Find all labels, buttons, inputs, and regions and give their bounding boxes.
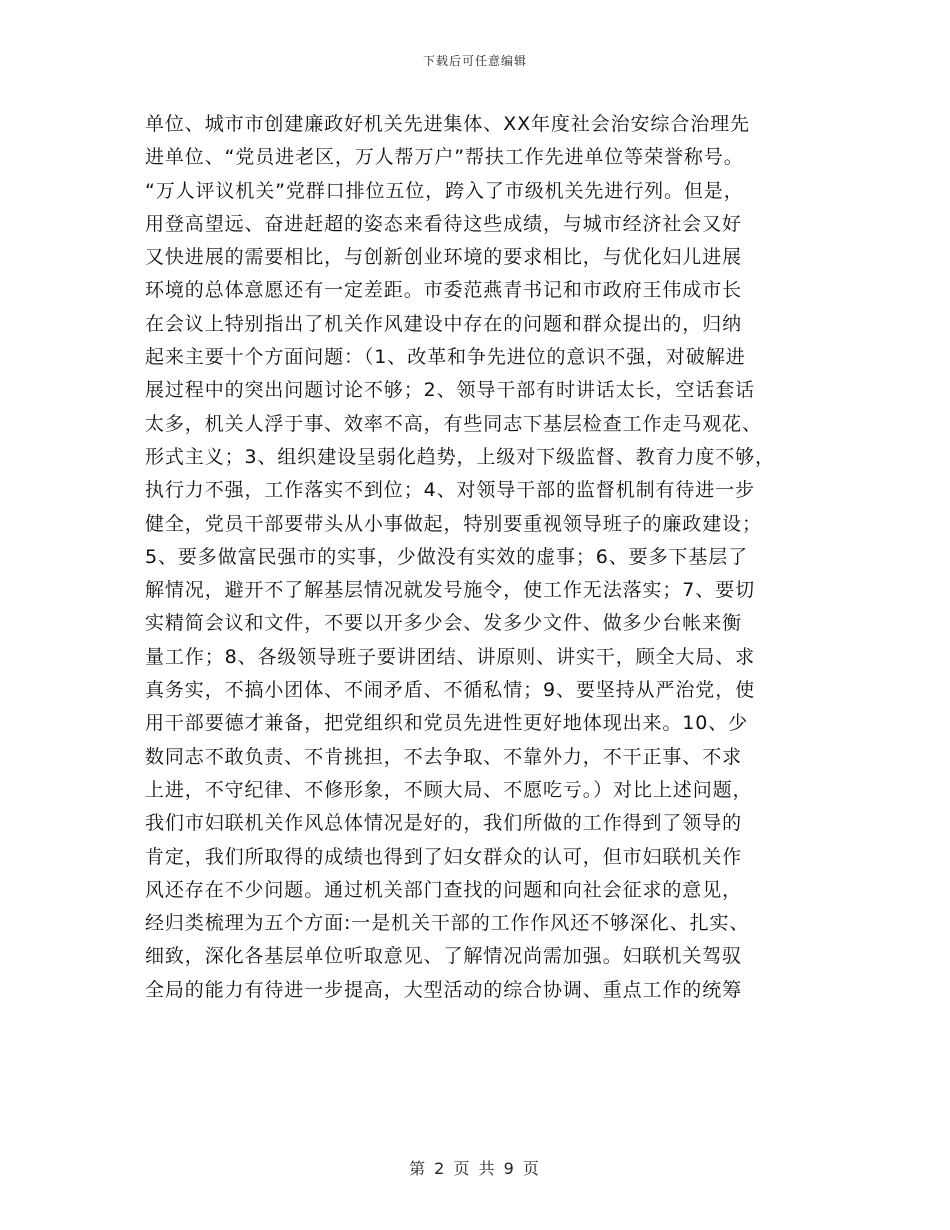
text-line: 5、要多做富民强市的实事，少做没有实效的虚事；6、要多下基层了 — [145, 545, 749, 568]
text-line: 风还存在不少问题。通过机关部门查找的问题和向社会征求的意见， — [145, 878, 743, 901]
text-line: 上进，不守纪律、不修形象，不顾大局、不愿吃亏。）对比上述问题， — [145, 778, 753, 801]
page-header: 下载后可任意编辑 — [422, 54, 527, 68]
text-line: 肯定，我们所取得的成绩也得到了妇女群众的认可，但市妇联机关作 — [145, 845, 743, 868]
text-line: 实精简会议和文件，不要以开多少会、发多少文件、做多少台帐来衡 — [145, 612, 743, 635]
text-line: “万人评议机关”党群口排位五位，跨入了市级机关先进行列。但是， — [145, 179, 744, 202]
text-line: 在会议上特别指出了机关作风建设中存在的问题和群众提出的，归纳 — [145, 312, 743, 335]
text-line: 又快进展的需要相比，与创新创业环境的要求相比，与优化妇儿进展 — [145, 246, 743, 269]
text-line: 用干部要德才兼备，把党组织和党员先进性更好地体现出来。10、少 — [145, 712, 749, 735]
text-line: 健全，党员干部要带头从小事做起，特别要重视领导班子的廉政建设； — [145, 512, 762, 535]
text-line: 细致，深化各基层单位听取意见、了解情况尚需加强。妇联机关驾驭 — [145, 945, 743, 968]
text-line: 量工作；8、各级领导班子要讲团结、讲原则、讲实干，顾全大局、求 — [145, 645, 755, 668]
text-line: 全局的能力有待进一步提高，大型活动的综合协调、重点工作的统筹 — [145, 978, 743, 1001]
text-line: 太多，机关人浮于事、效率不高，有些同志下基层检查工作走马观花、 — [145, 412, 762, 435]
text-line: 解情况，避开不了解基层情况就发号施令，使工作无法落实；7、要切 — [145, 579, 755, 602]
text-line: 数同志不敢负责、不肯挑担，不去争取、不靠外力，不干正事、不求 — [145, 745, 743, 768]
text-line: 用登高望远、奋进赶超的姿态来看待这些成绩，与城市经济社会又好 — [145, 212, 743, 235]
text-line: 形式主义；3、组织建设呈弱化趋势，上级对下级监督、教育力度不够， — [145, 445, 775, 468]
text-line: 单位、城市市创建廉政好机关先进集体、XX年度社会治安综合治理先 — [145, 113, 750, 135]
text-line: 执行力不强，工作落实不到位；4、对领导干部的监督机制有待进一步 — [145, 479, 755, 502]
text-line: 环境的总体意愿还有一定差距。市委范燕青书记和市政府王伟成市长 — [145, 279, 743, 302]
text-line: 起来主要十个方面问题：（1、改革和争先进位的意识不强，对破解进 — [145, 346, 746, 369]
text-line: 进单位、“党员进老区，万人帮万户”帮扶工作先进单位等荣誉称号。 — [145, 146, 744, 169]
document-body — [145, 108, 805, 1007]
text-line: 展过程中的突出问题讨论不够；2、领导干部有时讲话太长，空话套话 — [145, 379, 755, 402]
text-line: 经归类梳理为五个方面:一是机关干部的工作作风还不够深化、扎实、 — [145, 912, 750, 935]
text-line: 我们市妇联机关作风总体情况是好的，我们所做的工作得到了领导的 — [145, 812, 743, 835]
text-line: 真务实，不搞小团体、不闹矛盾、不循私情；9、要坚持从严治党，使 — [145, 679, 755, 702]
page-number-footer: 第 2 页 共 9 页 — [409, 1159, 541, 1178]
